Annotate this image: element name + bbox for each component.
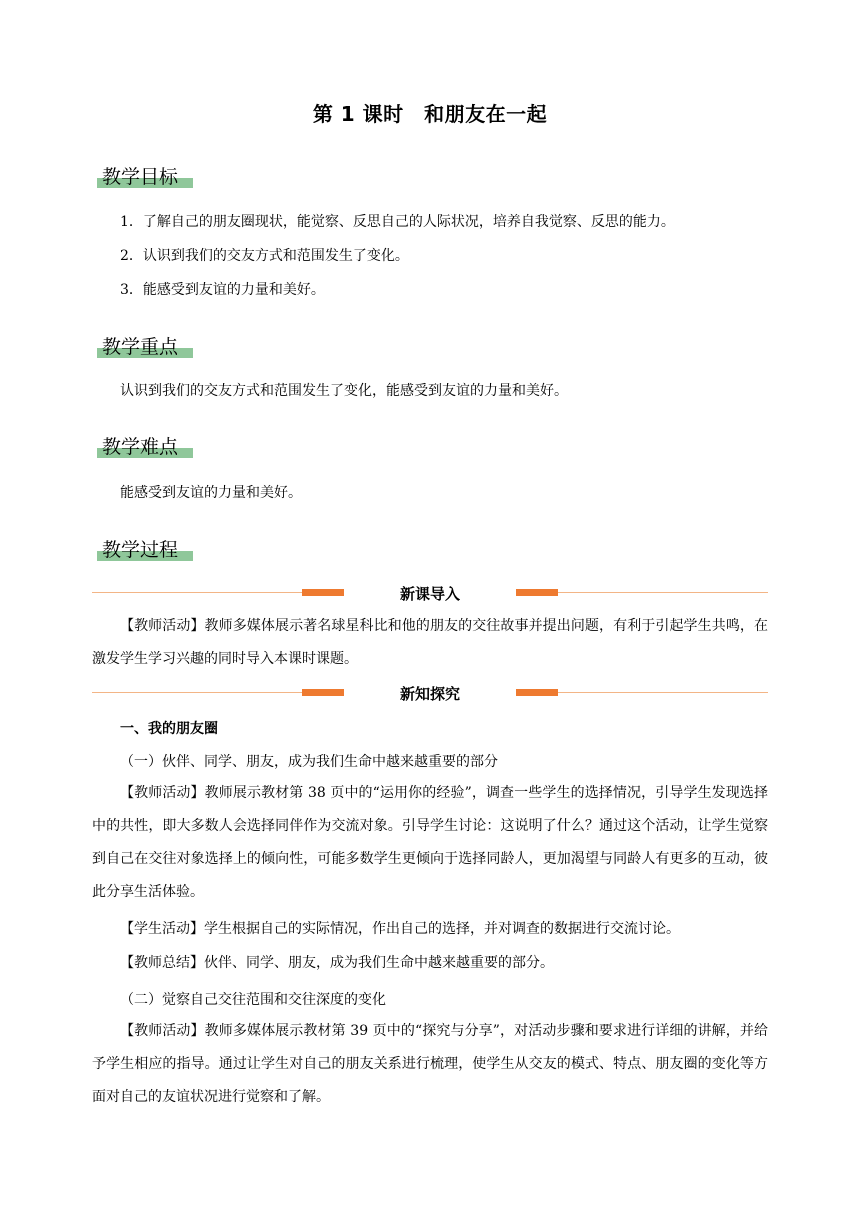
- teacher-activity-paragraph: 【教师活动】教师展示教材第 38 页中的“运用你的经验”，调查一些学生的选择情况，引导学生发现选择中的共性，即大多数人会选择同伴作为交流对象。引导学生讨论：这说明了什么？通过这个活动，让学生觉察到自己在交往对象选择上的倾向性，可能多数学生更倾向于选择同龄人，更加渴望与同龄人有更多的互动，彼此分享生活体验。: [92, 785, 768, 900]
- section-divider-explore: [92, 683, 768, 703]
- section-divider-intro: [92, 583, 768, 603]
- subheading-2: （二）觉察自己交往范围和交往深度的变化: [120, 992, 386, 1008]
- divider-label: 新知探究: [399, 685, 460, 703]
- student-activity-paragraph: 【学生活动】学生根据自己的实际情况，作出自己的选择，并对调查的数据进行交流讨论。: [120, 921, 680, 937]
- difficulties-heading-label: 教学难点: [102, 436, 179, 458]
- difficulties-heading: [97, 432, 193, 458]
- subheading-friend-circle: 一、我的朋友圈: [120, 721, 218, 737]
- objective-item-3: 3．能感受到友谊的力量和美好。: [120, 282, 325, 298]
- divider-label: 新课导入: [399, 585, 460, 603]
- objective-item-1: 1．了解自己的朋友圈现状，能觉察、反思自己的人际状况，培养自我觉察、反思的能力。: [120, 214, 675, 230]
- key-points-text: 认识到我们的交友方式和范围发生了变化，能感受到友谊的力量和美好。: [120, 383, 568, 399]
- key-points-heading: [97, 332, 193, 358]
- lesson-title: 第 1 课时 和朋友在一起: [312, 102, 548, 126]
- intro-paragraph: 【教师活动】教师多媒体展示著名球星科比和他的朋友的交往故事并提出问题，有利于引起学生共鸣，在激发学生学习兴趣的同时导入本课时课题。: [92, 618, 768, 667]
- key-points-heading-label: 教学重点: [102, 336, 179, 358]
- objective-item-2: 2．认识到我们的交友方式和范围发生了变化。: [120, 248, 409, 264]
- process-heading: [97, 535, 193, 561]
- subheading-1: （一）伙伴、同学、朋友，成为我们生命中越来越重要的部分: [120, 754, 498, 770]
- teacher-activity-paragraph-2: 【教师活动】教师多媒体展示教材第 39 页中的“探究与分享”，对活动步骤和要求进行详细的讲解，并给予学生相应的指导。通过让学生对自己的朋友关系进行梳理，使学生从交友的模式、特点、朋友圈的变化等方面对自己的友谊状况进行觉察和了解。: [92, 1023, 768, 1105]
- objectives-heading: [97, 162, 193, 188]
- teacher-summary-paragraph: 【教师总结】伙伴、同学、朋友，成为我们生命中越来越重要的部分。: [120, 955, 554, 971]
- difficulties-text: 能感受到友谊的力量和美好。: [120, 485, 302, 501]
- objectives-heading-label: 教学目标: [102, 166, 179, 188]
- process-heading-label: 教学过程: [102, 539, 179, 561]
